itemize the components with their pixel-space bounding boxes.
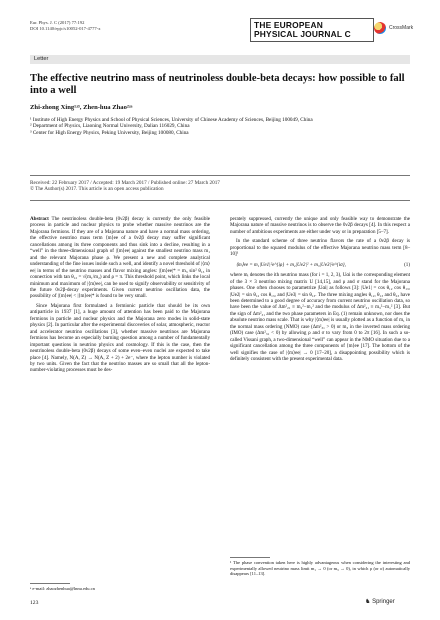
paragraph-definitions: where mᵢ denotes the ith neutrino mass (for i = 1, 2, 3), Uαi is the corresponding element of the 3 × 3 neutrino mixing matrix U [14,15], and ρ and σ stand for the Majorana phases. One often chooses to parametrize |Uαi| as follows [3]: |Ue1| = cos θ₁₂ cos θ₁₃, |Ue2| = sin θ₁₂ cos θ₁₃, and |Ue3| = sin θ₁₃. The three mixing angles θ₁₂, θ₁₃ and θ₂₃ have been determined to a good degree of accuracy from current neutrino oscillation data, so have been the value of Δm²₂₁ ≡ m₂²−m₁² and the modulus of Δm²₃₁ ≡ m₃²−m₁² [3]. But the sign of Δm²₃₁ and the two phase parameters in Eq. (1) remain unknown, nor does the absolute neutrino mass scale. That is why |⟨m⟩ee| is usually plotted as a function of m₁ in the normal mass ordering (NMO) case (Δm²₃₁ > 0) or m₃ in the inverted mass ordering (IMO) case (Δm²₃₁ < 0) by allowing ρ and σ to vary from 0 to 2π [16]. In such a so-called Vissani graph, a two-dimensional “well” can appear in the NMO situation due to a significant cancellation among the three components of ⟨m⟩ee [17]. The bottom of the well signifies the case of |⟨m⟩ee| → 0 [17–20], a disappointing possibility which is definitely consistent with the present experimental data. xyxy=(230,272,410,363)
doi-line: DOI 10.1140/epjc/s10052-017-4777-x xyxy=(30,25,101,31)
section-label: Letter xyxy=(34,56,49,62)
left-column xyxy=(30,216,210,377)
footnote-rule-right xyxy=(230,557,270,558)
footnote-phase: ¹ The phase convention taken here is highly advantageous when considering the interesting and experimentally allowed neutrino mass limit m₁ → 0 (or m₃ → 0), in which ρ (or σ) automatically disappears [11–13]. xyxy=(230,560,410,577)
license-line: © The Author(s) 2017. This article is an open access publication xyxy=(30,186,164,193)
abstract-text: The neutrinoless double-beta (0ν2β) decay is currently the only feasible process in particle and nuclear physics to probe whether massive neutrinos are the Majorana fermions. If they are of a Majorana nature and have a normal mass ordering, the effective neutrino mass term ⟨m⟩ee of a 0ν2β decay may suffer significant cancellations among its three components and thus sink into a decline, resulting in a “well” in the three-dimensional graph of |⟨m⟩ee| against the smallest neutrino mass m₁ and the relevant Majorana phase ρ. We present a new and complete analytical understanding of the fine issues inside such a well, and identify a novel threshold of |⟨m⟩ee| in terms of the neutrino masses and flavor mixing angles: |⟨m⟩ee|* = m₃ sin² θ₁₃ in connection with tan θ₁₂ = √(m₁/m₂) and ρ = π. This threshold point, which links the local minimum and maximum of |⟨m⟩ee|, can be used to signify observability or sensitivity of the future 0ν2β-decay experiments. Given current neutrino oscillation data, the possibility of |⟨m⟩ee| < |⟨m⟩ee|* is found to be very small. xyxy=(30,216,211,300)
equation-body: ⟨m⟩ee = m₁|Ue1|²e^{iρ} + m₂|Ue2|² + m₃|Ue3|²e^{iσ}, xyxy=(236,261,346,268)
affiliations xyxy=(30,117,410,136)
citation-line: Eur. Phys. J. C (2017) 77:192 xyxy=(30,20,85,25)
divider-bottom xyxy=(30,200,410,201)
footnote-rule-left xyxy=(30,583,70,584)
abstract xyxy=(30,216,210,300)
springer-horse-icon: ♞ xyxy=(365,599,371,605)
journal-title xyxy=(254,21,351,39)
crossmark-label: CrossMark xyxy=(389,25,414,31)
paper-title: The effective neutrino mass of neutrinoless double-beta decays: how possible to fall into a well xyxy=(30,73,405,97)
journal-citation xyxy=(30,20,101,31)
paragraph-intro: Since Majorana first formulated a fermionic particle that should be its own antiparticle in 1937 [1], a huge amount of attention has been paid to the Majorana fermions in particle and nuclear physics and the Majorana zero modes in solid-state physics [2]. In particular after the experimental discoveries of solar, atmospheric, reactor and accelerator neutrino oscillations [3], whether massive neutrinos are Majorana fermions has become an especially burning question among a number of fundamentally important questions in neutrino physics and cosmology. If this is the case, then the neutrinoless double-beta (0ν2β) decays of some even–even nuclei are expected to take place [4]. Namely, N(A, Z) → N(A, Z + 2) + 2e⁻, where the lepton number is violated by two units. Given the fact that the neutrino masses are so small that all the lepton-number-violating processes must be des- xyxy=(30,302,210,374)
page-number: 123 xyxy=(30,600,39,606)
paragraph-continued: perately suppressed, currently the unique and only feasible way to demonstrate the Majorana nature of massive neutrinos is to observe the 0ν2β decays [4]. In this respect a number of ambitious experiments are either under way or in preparation [5–7]. xyxy=(230,216,410,235)
section-bar xyxy=(30,55,410,64)
crossmark-badge[interactable] xyxy=(374,22,413,34)
journal-title-line2: PHYSICAL JOURNAL C xyxy=(254,29,351,39)
affiliation-1: ¹ Institute of High Energy Physics and School of Physical Sciences, University of Chinese Academy of Sciences, Beijing 100049, China xyxy=(30,117,313,123)
publication-dates xyxy=(30,180,410,193)
paragraph-scheme: In the standard scheme of three neutrino flavors the rate of a 0ν2β decay is proportional to the squared modulus of the effective Majorana neutrino mass term [8–10]¹ xyxy=(230,238,410,258)
equation-1 xyxy=(236,262,410,268)
journal-logo-box xyxy=(250,18,374,42)
dates-line: Received: 22 February 2017 / Accepted: 19 March 2017 / Published online: 27 March 2017 xyxy=(30,180,220,186)
journal-title-line1: THE EUROPEAN xyxy=(254,20,323,30)
equation-number: (1) xyxy=(404,261,410,268)
affiliation-2: ² Department of Physics, Liaoning Normal University, Dalian 116029, China xyxy=(30,123,190,130)
abstract-label: Abstract xyxy=(30,216,49,222)
right-column xyxy=(230,216,410,366)
author-list: Zhi-zhong Xing¹ʴ³, Zhen-hua Zhao²ʴᵃ xyxy=(30,104,133,111)
footnote-email: ᵃ e-mail: zhaozhenhua@lnnu.edu.cn xyxy=(30,586,95,591)
crossmark-icon xyxy=(374,22,386,34)
divider-top xyxy=(30,175,410,176)
affiliation-3: ³ Center for High Energy Physics, Peking University, Beijing 100080, China xyxy=(30,129,189,136)
publisher-logo xyxy=(365,598,395,605)
publisher-name: Springer xyxy=(372,599,395,605)
